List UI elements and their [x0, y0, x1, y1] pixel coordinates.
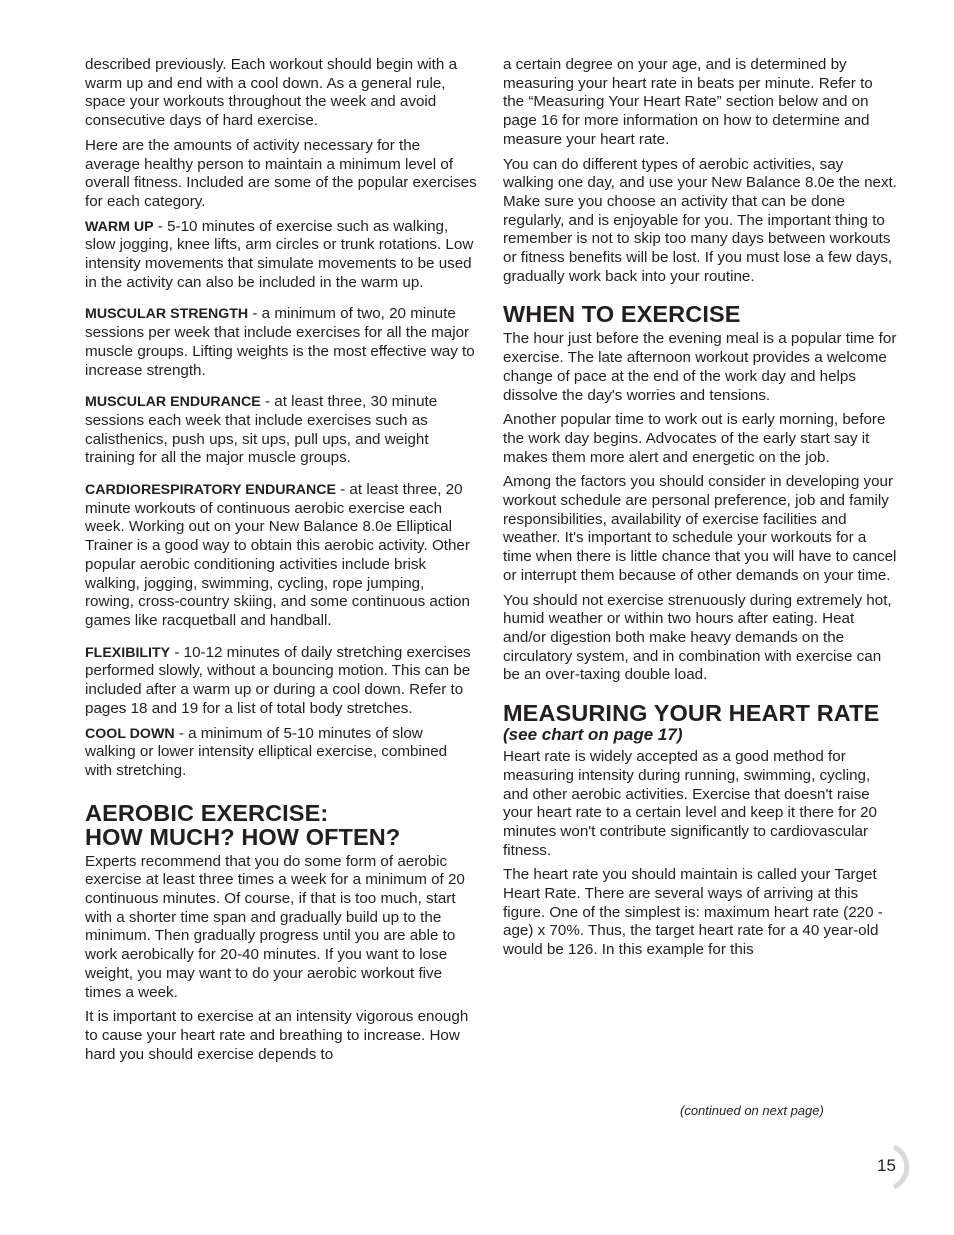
warmup-paragraph [85, 218, 477, 293]
right-paragraph-2: You can do different types of aerobic activities, say walking one day, and use your New Balance 8.0e the next. Make sure you choose an activity that can be done regularly, and is enjoyable for you. The important thing to remember is not to skip too many days between workouts or fitness benefits will be lost. If you must lose a few days, gradually work back into your routine. [503, 155, 897, 285]
cardio-paragraph [85, 481, 477, 631]
strength-text: - a minimum of two, 20 minute sessions per week that include exercises for all the major muscle groups. Lifting weights is the most effective way to increase strength. [85, 305, 475, 379]
heart-rate-paragraph-2: The heart rate you should maintain is called your Target Heart Rate. There are several ways of arriving at this figure. One of the simplest is: maximum heart rate (220 - age) x 70%. Thus, the target heart rate for a 40 year-old would be 126. In this example for this [503, 866, 883, 959]
cardio-term: CARDIORESPIRATORY ENDURANCE [85, 482, 336, 499]
when-paragraph-1: The hour just before the evening meal is a popular time for exercise. The late afternoon workout provides a welcome change of pace at the end of the work day and helps dissolve the day's worries and tensions. [503, 330, 897, 404]
aerobic-heading-line-1: AEROBIC EXERCISE: [85, 799, 329, 826]
when-paragraph-3: Among the factors you should consider in developing your workout schedule are personal preference, job and family responsibilities, availability of exercise facilities and weather. It's important to schedule your workouts for a time when there is little chance that you will have to cancel or interrupt them because of other demands on your time. [503, 473, 897, 584]
endurance-paragraph [85, 393, 477, 468]
endurance-text: - at least three, 30 minute sessions each week that include exercises such as calisthenics, push ups, sit ups, pull ups, and weight training for all the major muscle groups. [85, 393, 438, 467]
continued-note: (continued on next page) [680, 1103, 824, 1118]
intro-paragraph-1: described previously. Each workout should begin with a warm up and end with a cool down. As a general rule, space your workouts throughout the week and avoid consecutive days of hard exercise. [85, 56, 458, 130]
warmup-term: WARM UP [85, 218, 154, 235]
cooldown-paragraph [85, 725, 477, 781]
aerobic-heading-line-2: HOW MUCH? HOW OFTEN? [85, 823, 401, 850]
right-column [503, 56, 898, 966]
strength-paragraph [85, 305, 477, 380]
right-paragraph-1: a certain degree on your age, and is determined by measuring your heart rate in beats per minute. Refer to the “Measuring Your Heart Rate” section below and on page 16 for more information on how to determine and measure your heart rate. [503, 56, 873, 148]
heart-rate-subheading: (see chart on page 17) [503, 725, 683, 745]
aerobic-paragraph-2: It is important to exercise at an intensity vigorous enough to cause your heart rate and breathing to increase. How hard you should exercise depends to [85, 1008, 469, 1063]
heart-rate-paragraph-1: Heart rate is widely accepted as a good method for measuring intensity during running, swimming, cycling, and other aerobic activities. Exercise that doesn't raise your heart rate to a certain level and keep it there for 20 minutes won't contribute significantly to cardiovascular fitness. [503, 748, 877, 859]
aerobic-paragraph-1: Experts recommend that you do some form of aerobic exercise at least three times a week for a minimum of 20 continuous minutes. Of course, if that is too much, start with a shorter time span and gradually build up to the minimum. Then gradually progress until you are able to work aerobically for 20-40 minutes. If you want to lose weight, you may want to do your aerobic workout five times a week. [85, 852, 465, 1001]
flexibility-term: FLEXIBILITY [85, 644, 171, 661]
when-paragraph-4: You should not exercise strenuously during extremely hot, humid weather or within two hours after eating. Heat and/or digestion both make heavy demands on the circulatory system, and in combination with exercise can be an over-taxing double load. [503, 591, 892, 684]
strength-term: MUSCULAR STRENGTH [85, 306, 249, 323]
intro-paragraph-2: Here are the amounts of activity necessary for the average healthy person to maintain a minimum level of overall fitness. Included are some of the popular exercises for each category. [85, 136, 477, 210]
aerobic-heading [85, 801, 477, 849]
cooldown-text: - a minimum of 5-10 minutes of slow walking or lower intensity elliptical exercise, combined with stretching. [85, 724, 448, 779]
page-number: 15 [877, 1156, 896, 1175]
flexibility-text: - 10-12 minutes of daily stretching exercises performed slowly, without a bouncing motion. This can be included after a warm up or during a cool down. Refer to pages 18 and 19 for a list of total body stretches. [85, 643, 471, 717]
cooldown-term: COOL DOWN [85, 725, 175, 742]
left-column [85, 56, 477, 1070]
cardio-text: - at least three, 20 minute workouts of continuous aerobic exercise each week. Working out on your New Balance 8.0e Elliptical Trainer is a good way to obtain this aerobic activity. Other popular aerobic conditioning activities include brisk walking, jogging, swimming, cycling, rope jumping, rowing, cross-country skiing, and some continuous action games like racquetball and handball. [85, 481, 470, 629]
flexibility-paragraph [85, 644, 477, 719]
endurance-term: MUSCULAR ENDURANCE [85, 394, 261, 411]
warmup-text: - 5-10 minutes of exercise such as walking, slow jogging, knee lifts, arm circles or trunk rotations. Low intensity movements that simulate movements to be used in the activity can also be included in the warm up. [85, 217, 474, 291]
when-paragraph-2: Another popular time to work out is early morning, before the work day begins. Advocates of the early start say it makes them more alert and energetic on the job. [503, 411, 886, 466]
heart-rate-heading: MEASURING YOUR HEART RATE [503, 700, 880, 727]
when-to-exercise-heading: WHEN TO EXERCISE [503, 301, 741, 328]
